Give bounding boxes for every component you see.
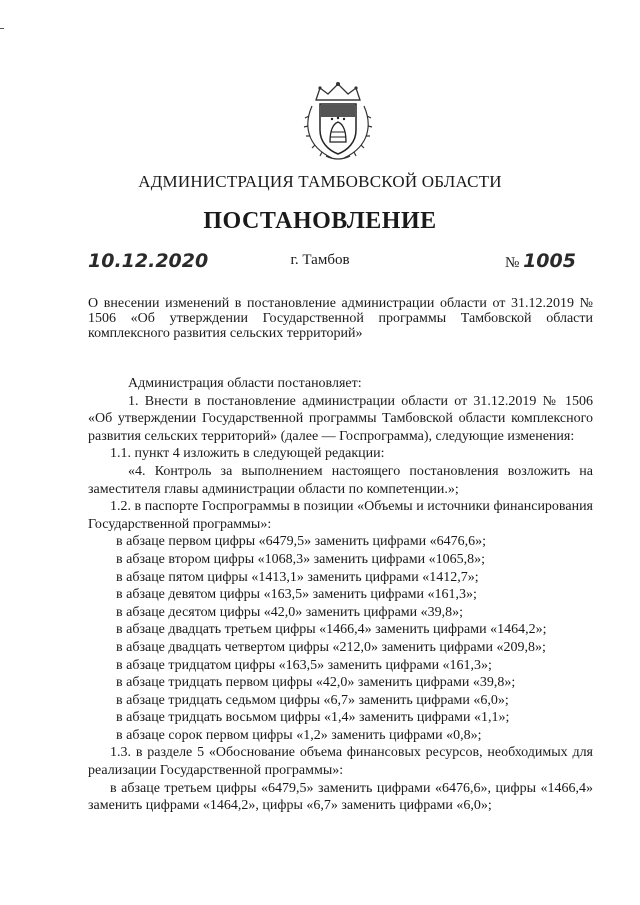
document-type-title: ПОСТАНОВЛЕНИЕ — [203, 208, 437, 234]
paragraph-1-2: 1.2. в паспорте Госпрограммы в позиции «Объемы и источники финансирования Государственной программы»: — [88, 499, 593, 532]
handwritten-date: 10.12.2020 — [88, 250, 209, 272]
paragraph-1: 1. Внести в постановление администрации области от 31.12.2019 № 1506 «Об утверждении Государственной программы Тамбовской области комплексного развития сельских территорий» (далее — Госпрограмма), следующие изменения: — [88, 393, 593, 444]
intro-paragraph: Администрация области постановляет: — [128, 376, 362, 391]
list-item: в абзаце девятом цифры «163,5» заменить цифрами «161,3»; — [116, 587, 477, 603]
document-body — [88, 375, 593, 815]
number-label: № — [505, 255, 520, 271]
list-item: в абзаце тридцатом цифры «163,5» заменить цифрами «161,3»; — [116, 657, 492, 673]
list-item: в абзаце тридцать восьмом цифры «1,4» заменить цифрами «1,1»; — [116, 710, 510, 726]
list-item: в абзаце тридцать седьмом цифры «6,7» заменить цифрами «6,0»; — [116, 692, 509, 708]
document-number — [505, 250, 576, 272]
paragraph-1-3-text: в абзаце третьем цифры «6479,5» заменить цифрами «6476,6», цифры «1466,4» заменить цифрами «1464,2», цифры «6,7» заменить цифрами «6,0»; — [88, 780, 593, 814]
document-subject: О внесении изменений в постановление администрации области от 31.12.2019 № 1506 «Об утверждении Государственной программы Тамбовской области комплексного развития сельских территорий» — [88, 296, 593, 341]
paragraph-1-1-text: «4. Контроль за выполнением настоящего постановления возложить на заместителя главы администрации области по компетенции.»; — [88, 463, 593, 497]
list-item: в абзаце сорок первом цифры «1,2» заменить цифрами «0,8»; — [116, 727, 482, 743]
list-item: в абзаце десятом цифры «42,0» заменить цифрами «39,8»; — [116, 604, 464, 620]
tambov-coat-of-arms-emblem — [302, 80, 374, 162]
handwritten-number: 1005 — [523, 250, 576, 272]
paragraph-1-1: 1.1. пункт 4 изложить в следующей редакции: — [110, 446, 385, 462]
list-item: в абзаце двадцать четвертом цифры «212,0» заменить цифрами «209,8»; — [116, 639, 546, 655]
list-item: в абзаце тридцать первом цифры «42,0» заменить цифрами «39,8»; — [116, 675, 516, 691]
paragraph-1-3: 1.3. в разделе 5 «Обоснование объема финансовых ресурсов, необходимых для реализации Государственной программы»: — [88, 745, 593, 779]
city: г. Тамбов — [290, 252, 350, 268]
list-item: в абзаце двадцать третьем цифры «1466,4» заменить цифрами «1464,2»; — [116, 622, 547, 638]
list-item: в абзаце пятом цифры «1413,1» заменить цифрами «1412,7»; — [116, 569, 479, 585]
margin-mark — [0, 28, 4, 29]
list-item: в абзаце первом цифры «6479,5» заменить цифрами «6476,6»; — [116, 534, 486, 550]
list-item: в абзаце втором цифры «1068,3» заменить цифрами «1065,8»; — [116, 551, 485, 567]
organization-name: АДМИНИСТРАЦИЯ ТАМБОВСКОЙ ОБЛАСТИ — [138, 172, 502, 191]
